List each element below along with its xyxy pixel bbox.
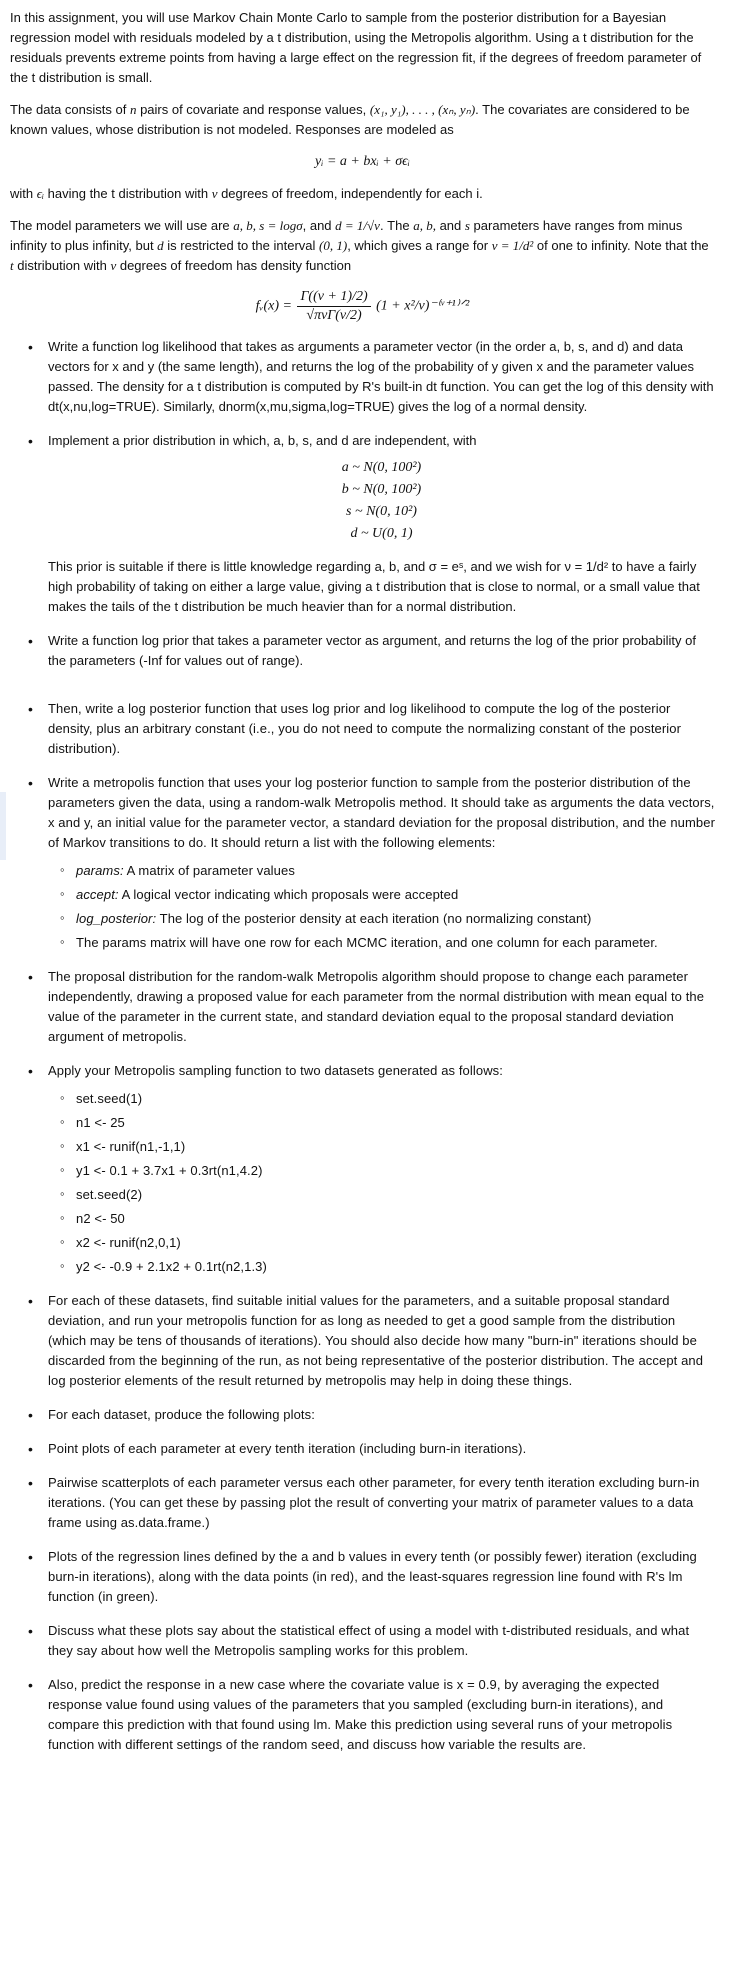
list-item [48,699,715,759]
math-d: d = 1/√ν [335,218,380,233]
prior-line: s ~ N(0, 10²) [346,504,417,519]
residual-paragraph [10,184,715,204]
text-run: distribution with [13,258,111,273]
list-item [48,967,715,1047]
text-run: having the t distribution with [44,186,212,201]
list-item-text: The proposal distribution for the random-walk Metropolis algorithm should propose to change each parameter independently, drawing a proposed value for each parameter from the normal distribution with mean equal to the value of the parameter in the current state, and standard deviation equal to the proposal standard deviation argument of metropolis. [48,969,705,1044]
list-item-text: Plots of the regression lines defined by the a and b values in every tenth (or possibly fewer) iteration (excluding burn-in iterations), along with the data points (in red), and the least-squares regression line found with R's lm function (in green). [48,1549,697,1604]
list-item [48,1675,715,1755]
text-run: The model parameters we will use are [10,218,234,233]
math-ab: a, b, [413,218,436,233]
text-run: , and [302,218,336,233]
list-item-text: Pairwise scatterplots of each parameter versus each other parameter, for every tenth iteration excluding burn-in iterations. (You can get these by passing plot the result of converting your matrix of parameter values to a data frame using as.data.frame.) [48,1475,700,1530]
element-name: accept: [76,887,119,902]
list-item [48,631,715,671]
text-run: is restricted to the interval [163,238,320,253]
list-item [48,1291,715,1391]
intro-paragraph: In this assignment, you will use Markov Chain Monte Carlo to sample from the posterior distribution for a Bayesian regression model with residuals modeled by a t distribution, using the Metropolis algorithm. Using a t distribution for the residuals prevents extreme points from having a large effect on the regression fit, if the degrees of freedom parameter of the t distribution is small. [10,10,702,85]
list-item [48,1405,715,1425]
data-paragraph [10,100,715,140]
code-line: ◦ y2 <- -0.9 + 2.1x2 + 0.1rt(n2,1.3) [76,1257,715,1277]
math-nu: ν [211,186,218,201]
prior-explanation: This prior is suitable if there is little knowledge regarding a, b, and σ = eˢ, and we wish for ν = 1/d² to have a fairly high probability of taking on either a large value, giving a t distribution that is close to normal, or a small value that makes the tails of the t distribution be much heavier than for a normal distribution. [48,559,700,614]
list-item-text: For each dataset, produce the following plots: [48,1407,315,1422]
prior-line: d ~ U(0, 1) [350,526,413,541]
code-line: ◦ set.seed(2) [76,1185,715,1205]
list-item [48,1547,715,1607]
list-item [48,1621,715,1661]
density-numerator: Γ((ν + 1)/2) [297,288,370,307]
code-line: ◦ n2 <- 50 [76,1209,715,1229]
list-item [48,773,715,953]
math-t: t [10,258,14,273]
list-item [48,337,715,417]
text-run: , which gives a range for [347,238,492,253]
prior-line: a ~ N(0, 100²) [341,460,422,475]
list-item-text: Also, predict the response in a new case where the covariate value is x = 0.9, by averaging the expected response value found using values of the parameters that you sampled (excluding burn-in iterations), and compare this prediction with that found using lm. Make this prediction using several runs of your metropolis function with different settings of the random seed, and discuss how variable the results are. [48,1677,673,1752]
element-name: log_posterior: [76,911,157,926]
list-item [48,431,715,617]
text-run: pairs of covariate and response values, [136,102,370,117]
list-item-text: Point plots of each parameter at every tenth iteration (including burn-in iterations). [48,1441,527,1456]
math-nu: ν [110,258,117,273]
math-d: d [157,238,164,253]
list-item [48,1061,715,1277]
sub-item [76,885,715,905]
text-run: degrees of freedom, independently for each i. [217,186,483,201]
text-run: degrees of freedom has density function [116,258,352,273]
metropolis-elements [48,861,715,953]
math-nu-eq: ν = 1/d² [491,238,534,253]
math-epsilon: ϵᵢ [36,186,45,201]
element-desc: The params matrix will have one row for each MCMC iteration, and one column for each parameter. [76,935,658,950]
sub-item [76,933,715,953]
assignment-document [10,8,715,1769]
list-item-text: Implement a prior distribution in which, a, b, s, and d are independent, with [48,433,477,448]
sub-item [76,909,715,929]
text-run: . The covariates are considered to be known values, whose distribution is not modeled. Responses are modeled as [10,102,690,137]
list-item [48,1439,715,1459]
element-desc: The log of the posterior density at each iteration (no normalizing constant) [156,911,592,926]
prior-line: b ~ N(0, 100²) [341,482,422,497]
list-item-text: Write a metropolis function that uses your log posterior function to sample from the posterior distribution of the parameters given the data, using a random-walk Metropolis method. It should take as arguments the data vectors, x and y, an initial value for the parameter vector, a standard deviation for the proposal distribution, and the number of Markov transitions to do. It should return a list with the following elements: [48,775,715,850]
list-item-text: Apply your Metropolis sampling function to two datasets generated as follows: [48,1063,503,1078]
list-item-text: For each of these datasets, find suitable initial values for the parameters, and a suitable proposal standard deviation, and run your metropolis function for as long as needed to get a good sample from the distribution (which may be tens of thousands of iterations). You should also decide how many "burn-in" iterations should be discarded from the beginning of the run, as not being representative of the posterior distribution. The accept and log posterior elements of the result returned by metropolis may help in doing these things. [48,1293,704,1388]
math-interval: (0, 1) [319,238,348,253]
text-run: parameters have ranges from minus infinity to plus infinity, but [10,218,683,253]
math-params: a, b, s = logσ [233,218,303,233]
element-desc: A matrix of parameter values [123,863,295,878]
list-item-text: Write a function log prior that takes a parameter vector as argument, and returns the log of the prior probability of the parameters (-Inf for values out of range). [48,633,696,668]
density-equation [10,288,715,325]
text-run: The data consists of [10,102,130,117]
code-line: ◦ n1 <- 25 [76,1113,715,1133]
sub-item [76,861,715,881]
code-line: ◦ x2 <- runif(n2,0,1) [76,1233,715,1253]
math-pairs: (x₁, y₁), . . . , (xₙ, yₙ) [369,102,476,117]
density-rhs: (1 + x²/ν)⁻⁽ᵛ⁺¹⁾ᐟ² [376,298,470,314]
section-gap [10,685,715,699]
density-fraction [297,288,370,325]
prior-spec [48,457,715,545]
model-equation: yᵢ = a + bxᵢ + σϵᵢ [315,154,410,169]
text-run: . The [379,218,414,233]
math-n: n [129,102,137,117]
list-item-text: Discuss what these plots say about the statistical effect of using a model with t-distributed residuals, and what they say about how well the Metropolis sampling works for this problem. [48,1623,690,1658]
list-item-text: Then, write a log posterior function that uses log prior and log likelihood to compute the log of the posterior density, plus an arbitrary constant (i.e., you do not need to compute the normalizing constant of the posterior distribution). [48,701,682,756]
list-item-text: Write a function log likelihood that takes as arguments a parameter vector (in the order a, b, s, and d) and data vectors for x and y (the same length), and returns the log of the probability of y given x and the parameter values passed. The density for a t distribution is computed by R's built-in dt function. You can get the log of this density with dt(x,nu,log=TRUE). Similarly, dnorm(x,mu,sigma,log=TRUE) gives the log of a normal density. [48,339,714,414]
code-line: ◦ x1 <- runif(n1,-1,1) [76,1137,715,1157]
text-run: of one to infinity. Note that the [533,238,709,253]
code-line: ◦ set.seed(1) [76,1089,715,1109]
density-lhs: fᵥ(x) = [255,298,292,314]
element-name: params: [76,863,124,878]
density-denominator: √πνΓ(ν/2) [306,308,362,323]
list-item [48,1473,715,1533]
margin-highlight [0,792,6,860]
parameters-paragraph [10,216,715,276]
code-line: ◦ y1 <- 0.1 + 3.7x1 + 0.3rt(n1,4.2) [76,1161,715,1181]
text-run: and [435,218,465,233]
task-list-top [10,337,715,671]
element-desc: A logical vector indicating which proposals were accepted [118,887,459,902]
text-run: with [10,186,37,201]
dataset-code [48,1089,715,1277]
task-list-scanned [10,699,715,1755]
math-s: s [464,218,470,233]
